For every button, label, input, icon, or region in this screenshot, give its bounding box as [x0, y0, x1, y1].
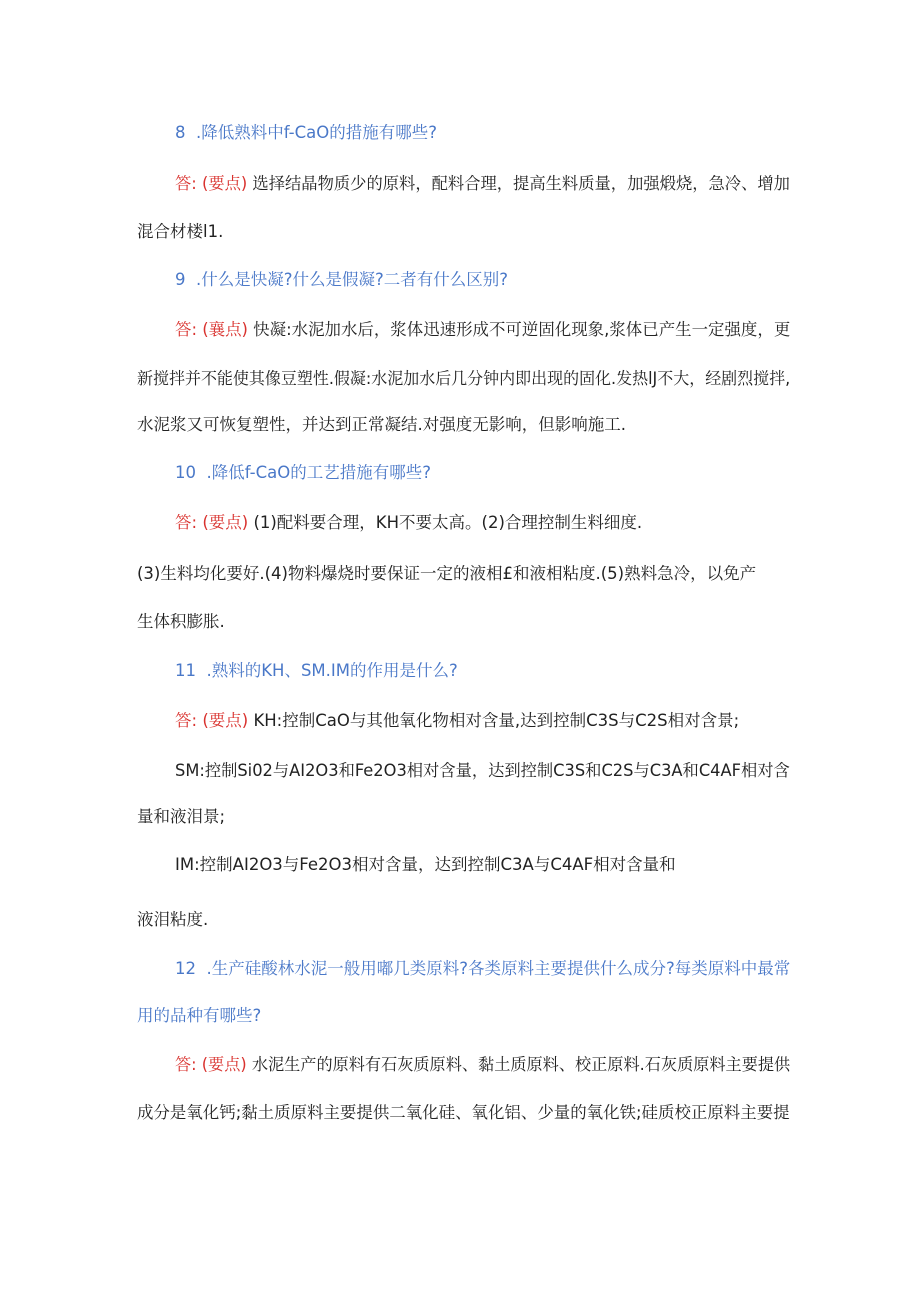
answer-12-line-2: 成分是氧化钙;黏土质原料主要提供二氧化硅、氧化铝、少量的氧化铁;硅质校正原料主要提: [137, 1103, 790, 1122]
answer-11-line-5: 液泪粘度.: [137, 910, 209, 929]
answer-text: KH:控制CaO与其他氧化物相对含量,达到控制C3S与C2S相对含景;: [253, 711, 740, 730]
answer-8-line-2: 混合材楼l1.: [137, 222, 224, 241]
answer-9-line-3: 水泥浆又可恢复塑性，并达到正常凝结.对强度无影响，但影响施工.: [137, 415, 626, 434]
answer-8-line-1: [175, 172, 790, 196]
answer-11-line-3: 量和液泪景;: [137, 807, 226, 826]
answer-text: 选择结晶物质少的原料，配料合理，提高生料质量，加强煅烧，急冷、增加: [252, 174, 790, 193]
answer-label: 答:: [175, 320, 197, 339]
question-11: 11 .熟料的KH、SM.IM的作用是什么?: [175, 661, 458, 680]
answer-10-line-1: [175, 511, 642, 535]
key-point-label: (要点): [202, 513, 249, 532]
answer-11-line-4: IM:控制AI2O3与Fe2O3相对含量，达到控制C3A与C4AF相对含量和: [175, 855, 676, 874]
answer-9-line-1: [175, 318, 790, 342]
answer-label: 答:: [175, 513, 198, 532]
answer-label: 答:: [175, 174, 197, 193]
question-9: 9 .什么是快凝?什么是假凝?二者有什么区别?: [175, 270, 509, 289]
answer-10-line-2: (3)生料均化要好.(4)物料爆烧时要保证一定的液相£和液相粘度.(5)熟料急冷，以免产: [137, 564, 757, 583]
answer-text: (1)配料要合理，KH不要太高。(2)合理控制生料细度.: [253, 513, 643, 532]
answer-10-line-3: 生体积膨胀.: [137, 612, 225, 631]
key-point-label: (襄点): [202, 320, 248, 339]
answer-text: 水泥生产的原料有石灰质原料、黏土质原料、校正原料.石灰质原料主要提供: [251, 1055, 791, 1074]
answer-12-line-1: [175, 1053, 790, 1077]
answer-9-line-2: 新搅拌并不能使其像豆塑性.假凝:水泥加水后几分钟内即出现的固化.发热lJ不大，经剧烈搅拌,: [137, 369, 791, 388]
question-12-line-1: 12 .生产硅酸林水泥一般用嘟几类原料?各类原料主要提供什么成分?每类原料中最常: [175, 959, 791, 978]
answer-label: 答:: [175, 711, 198, 730]
key-point-label: (要点): [201, 174, 248, 193]
question-8: 8 .降低熟料中f-CaO的措施有哪些?: [175, 123, 437, 142]
answer-label: 答:: [175, 1055, 197, 1074]
answer-text: 快凝:水泥加水后，浆体迅速形成不可逆固化现象,浆体已产生一定强度，更: [253, 320, 791, 339]
answer-11-line-1: [175, 709, 739, 733]
question-12-line-2: 用的品种有哪些?: [137, 1006, 262, 1025]
answer-11-line-2: SM:控制Si02与AI2O3和Fe2O3相对含量，达到控制C3S和C2S与C3A和C4AF相对含: [175, 761, 790, 780]
key-point-label: (要点): [201, 1055, 247, 1074]
question-10: 10 .降低f-CaO的工艺措施有哪些?: [175, 463, 431, 482]
key-point-label: (要点): [202, 711, 249, 730]
